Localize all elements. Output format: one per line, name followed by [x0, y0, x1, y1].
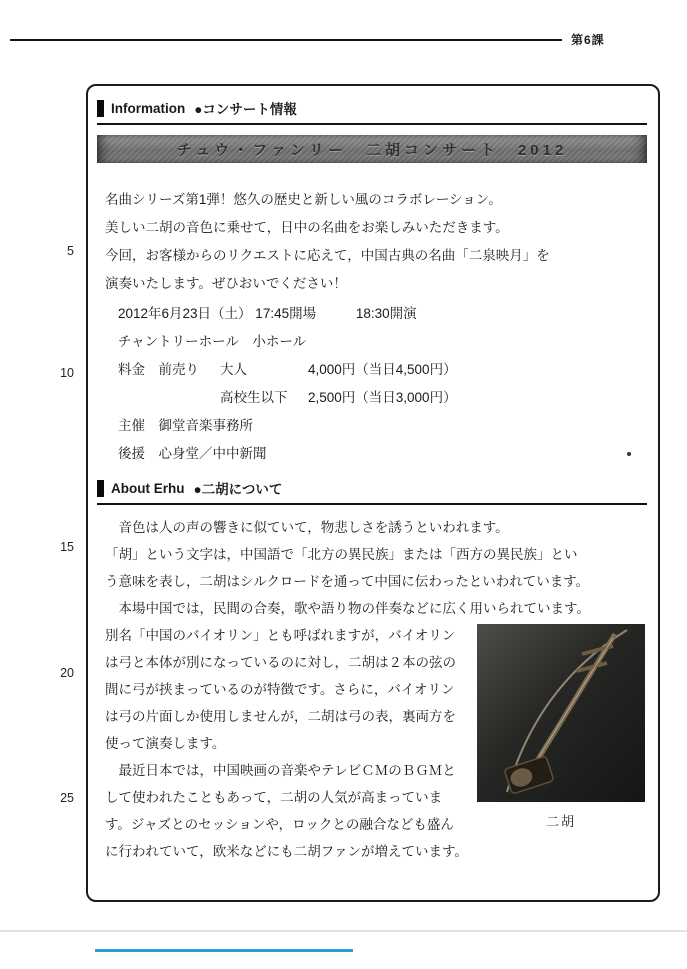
about-line: 使って演奏します。 — [105, 736, 226, 751]
start-time: 18:30開演 — [355, 306, 417, 321]
intro-line: 今回，お客様からのリクエストに応えて，中国古典の名曲「二泉映月」を — [105, 248, 550, 263]
price-row-student — [118, 384, 645, 412]
section-marker-icon — [97, 100, 104, 117]
concert-intro — [105, 186, 645, 298]
about-line: に行われていて，欧米などにも二胡ファンが増えています。 — [105, 844, 468, 859]
price-category-student: 高校生以下 — [220, 390, 288, 405]
page-edge-shadow — [0, 930, 687, 932]
margin-line-number: 15 — [60, 540, 74, 554]
concert-banner — [97, 135, 647, 163]
about-line: う意味を表し，二胡はシルクロードを通って中国に伝わったといわれています。 — [105, 574, 590, 589]
information-section-header — [97, 98, 647, 125]
ink-speck — [627, 452, 631, 456]
price-value-adult: 4,000円（当日4,500円） — [308, 362, 457, 377]
intro-line: 美しい二胡の音色に乗せて，日中の名曲をお楽しみいただきます。 — [105, 220, 509, 235]
about-title-en: About Erhu — [111, 480, 185, 496]
organizer-line: 主催 御堂音楽事務所 — [118, 418, 253, 433]
margin-line-number: 5 — [67, 244, 74, 258]
about-line: して使われたこともあって，二胡の人気が高まっていま — [105, 790, 443, 805]
header-rule — [10, 39, 562, 41]
margin-line-number: 20 — [60, 666, 74, 680]
margin-line-number: 10 — [60, 366, 74, 380]
about-line: 間に弓が挟まっているのが特徴です。さらに，バイオリン — [105, 682, 455, 697]
about-line: 音色は人の声の響きに似ていて，物悲しさを誘うといわれます。 — [105, 520, 509, 535]
concert-banner-title: チュウ・ファンリー 二胡コンサート 2012 — [176, 141, 568, 159]
intro-line: 演奏いたします。ぜひおいでください！ — [105, 276, 347, 291]
lesson-number: 第6課 — [571, 33, 605, 47]
about-line: は弓の片面しか使用しませんが，二胡は弓の表，裏両方を — [105, 709, 456, 724]
price-header: 料金 前売り — [118, 362, 199, 377]
about-line: 最近日本では，中国映画の音楽やテレビＣＭのＢＧＭと — [105, 763, 456, 778]
section-marker-icon — [97, 480, 104, 497]
price-row-adult — [118, 356, 645, 384]
about-title-ja: ●二胡について — [193, 482, 283, 497]
bottom-blue-line — [95, 949, 353, 952]
venue-line: チャントリーホール 小ホール — [118, 334, 307, 349]
flyer-panel — [86, 84, 660, 902]
erhu-photo — [477, 624, 645, 802]
intro-line: 名曲シリーズ第1弾！悠久の歴史と新しい風のコラボレーション。 — [105, 192, 502, 207]
date-and-doors: 2012年6月23日（土） 17:45開場 — [118, 306, 317, 321]
date-line — [118, 300, 645, 328]
erhu-photo-caption: 二胡 — [545, 814, 576, 829]
information-title-ja: ●コンサート情報 — [194, 102, 297, 117]
about-wrapped-text — [105, 622, 469, 865]
about-line: す。ジャズとのセッションや，ロックとの融合なども盛ん — [105, 817, 454, 832]
about-erhu-section-header — [97, 478, 647, 505]
concert-details — [118, 300, 645, 468]
about-line: 本場中国では，民間の合奏，歌や語り物の伴奏などに広く用いられています。 — [105, 601, 590, 616]
about-erhu-text — [105, 514, 645, 865]
about-text-and-photo — [105, 622, 645, 865]
margin-line-number: 25 — [60, 791, 74, 805]
about-line: は弓と本体が別になっているのに対し，二胡は２本の弦の — [105, 655, 456, 670]
information-title-en: Information — [111, 100, 186, 116]
support-line: 後援 心身堂／中中新聞 — [118, 446, 267, 461]
price-value-student: 2,500円（当日3,000円） — [308, 390, 457, 405]
about-line: 「胡」という文字は，中国語で「北方の異民族」または「西方の異民族」とい — [105, 547, 578, 562]
price-category-adult: 大人 — [220, 362, 247, 377]
erhu-figure — [469, 622, 645, 865]
price-header-spacer — [118, 384, 220, 412]
about-line: 別名「中国のバイオリン」とも呼ばれますが，バイオリン — [105, 628, 456, 643]
